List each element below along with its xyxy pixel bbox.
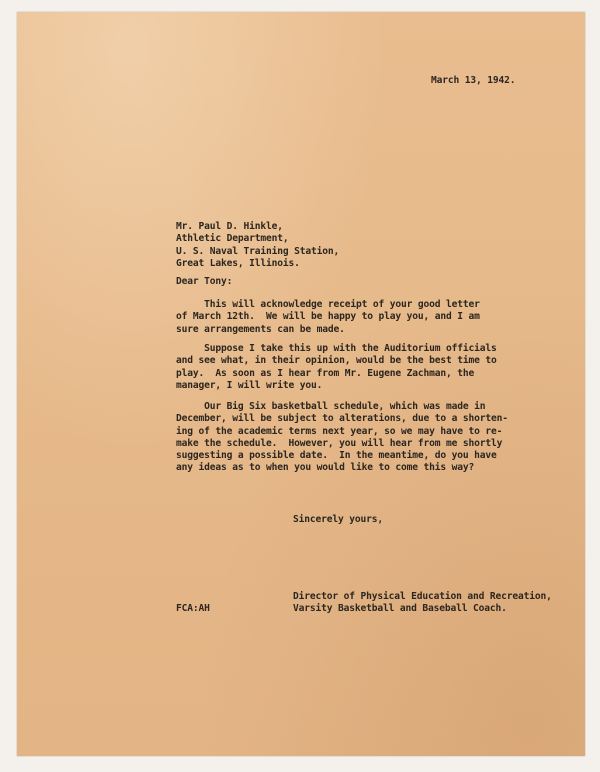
- complimentary-close: Sincerely yours,: [293, 514, 384, 525]
- text-line: of March 12th. We will be happy to play you, and I am: [176, 311, 480, 323]
- text-line: December, will be subject to alterations, due to a shorten-: [176, 413, 508, 425]
- text-line: any ideas as to when you would like to come this way?: [176, 462, 475, 474]
- recipient-line: Great Lakes, Illinois.: [176, 257, 300, 269]
- signature-title-line: Director of Physical Education and Recreation,: [293, 591, 552, 602]
- typist-initials: FCA:AH: [176, 603, 210, 614]
- signature-title-line: Varsity Basketball and Baseball Coach.: [293, 603, 507, 615]
- text-line: Suppose I take this up with the Auditorium officials: [176, 343, 497, 354]
- text-line: suggesting a possible date. In the meantime, do you have: [176, 450, 497, 462]
- text-line: This will acknowledge receipt of your good letter: [176, 299, 480, 310]
- body-paragraph-3: [176, 401, 508, 475]
- text-line: manager, I will write you.: [176, 379, 323, 391]
- body-paragraph-2: [176, 343, 497, 392]
- recipient-line: Athletic Department,: [176, 233, 289, 245]
- letter-date: March 13, 1942.: [431, 75, 516, 86]
- text-line: play. As soon as I hear from Mr. Eugene Zachman, the: [176, 367, 475, 379]
- text-line: sure arrangements can be made.: [176, 323, 345, 335]
- body-paragraph-1: [176, 299, 480, 336]
- text-line: make the schedule. However, you will hear from me shortly: [176, 437, 503, 449]
- recipient-line: Mr. Paul D. Hinkle,: [176, 221, 283, 232]
- text-line: and see what, in their opinion, would be the best time to: [176, 355, 497, 367]
- recipient-address: [176, 221, 339, 270]
- salutation: Dear Tony:: [176, 276, 233, 287]
- signature-block: [293, 591, 552, 616]
- recipient-line: U. S. Naval Training Station,: [176, 245, 340, 257]
- text-line: Our Big Six basketball schedule, which was made in: [176, 401, 486, 412]
- text-line: ing of the academic terms next year, so we may have to re-: [176, 425, 503, 437]
